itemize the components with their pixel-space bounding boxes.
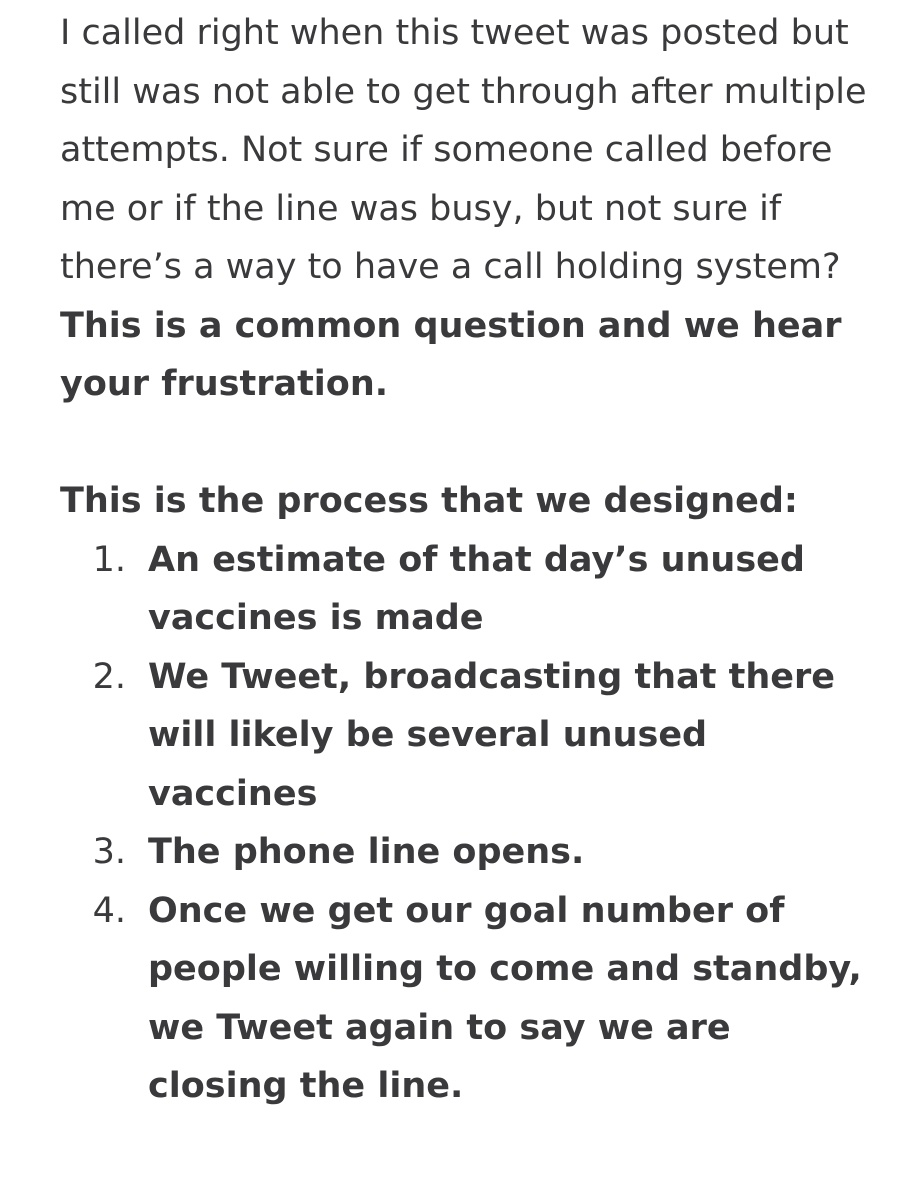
- reply-text: This is a common question and we hear your frustration.: [60, 305, 842, 404]
- step-text: We Tweet, broadcasting that there will likely be several unused vaccines: [148, 656, 836, 814]
- step-number: 4.: [92, 890, 126, 931]
- step-number: 1.: [92, 539, 126, 580]
- step-text: An estimate of that day’s unused vaccines is made: [148, 539, 805, 638]
- list-item: [60, 882, 880, 1116]
- step-number: 3.: [92, 832, 126, 872]
- process-steps-list: [60, 531, 880, 1116]
- step-number: 2.: [92, 656, 126, 697]
- step-text: The phone line opens.: [148, 832, 585, 872]
- list-item: [60, 823, 880, 882]
- list-item: [60, 648, 880, 824]
- list-item: [60, 531, 880, 648]
- note-body: [60, 0, 880, 1116]
- step-text: Once we get our goal number of people willing to come and standby, we Tweet again to say we are closing the line.: [148, 890, 862, 1106]
- blank-line: [60, 414, 880, 473]
- question-text: I called right when this tweet was posted but still was not able to get through after multiple attempts. Not sure if someone called before me or if the line was busy, but not sure if there’s a way to have a call holding system?: [60, 13, 867, 287]
- process-intro: This is the process that we designed:: [60, 481, 798, 521]
